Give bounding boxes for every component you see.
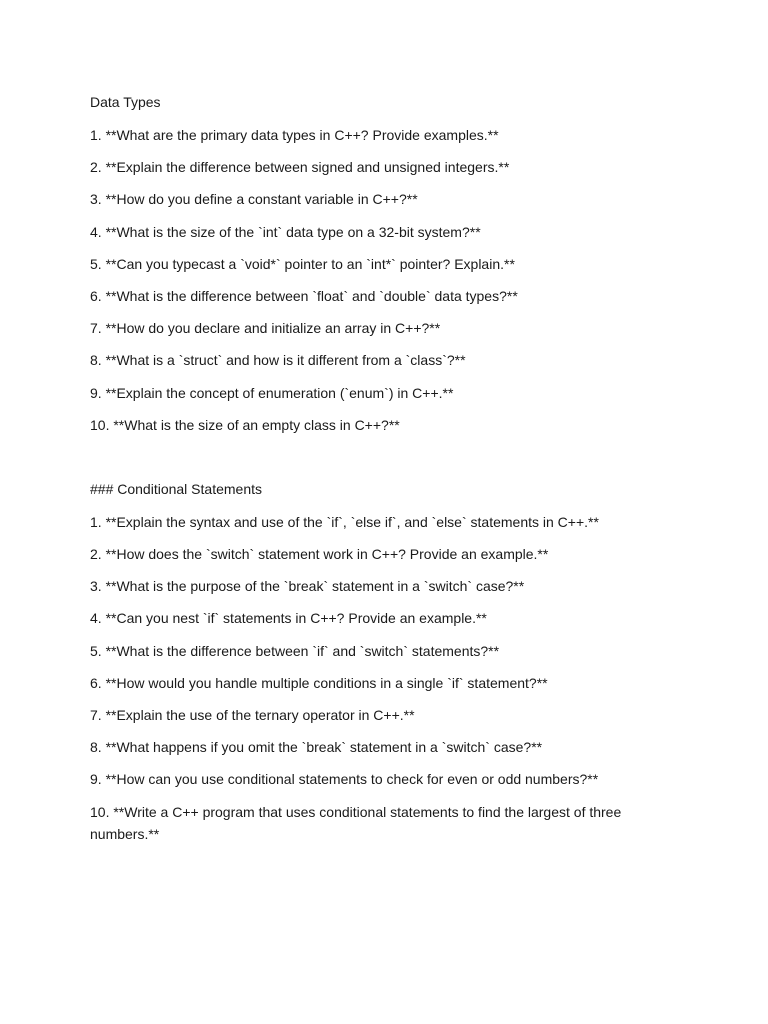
question-item: 10. **Write a C++ program that uses conditional statements to find the largest of three numbers.** [90,803,626,842]
question-item: 4. **Can you nest `if` statements in C++? Provide an example.** [90,610,487,627]
question-item: 6. **What is the difference between `float` and `double` data types?** [90,287,518,304]
section-spacer [90,446,690,479]
question-item: 7. **Explain the use of the ternary operator in C++.** [90,707,415,723]
question-item: 1. **What are the primary data types in C++? Provide examples.** [90,127,499,143]
question-item: 4. **What is the size of the `int` data type on a 32-bit system?** [90,223,481,240]
question-item: 8. **What is a `struct` and how is it different from a `class`?** [90,352,466,369]
question-item: 8. **What happens if you omit the `break` statement in a `switch` case?** [90,739,543,756]
section-data-types [90,92,690,436]
question-item: 3. **What is the purpose of the `break` statement in a `switch` case?** [90,578,525,595]
question-item: 2. **How does the `switch` statement work in C++? Provide an example.** [90,546,549,563]
section-conditional-statements [90,479,690,845]
question-item: 7. **How do you declare and initialize an array in C++?** [90,320,441,337]
question-list [90,511,690,845]
question-item: 5. **What is the difference between `if` and `switch` statements?** [90,642,500,659]
section-heading: Data Types [90,94,161,110]
question-item: 5. **Can you typecast a `void*` pointer to an `int*` pointer? Explain.** [90,255,515,272]
question-item: 1. **Explain the syntax and use of the `if`, `else if`, and `else` statements in C++.** [90,513,599,530]
document-page [90,92,690,855]
question-item: 9. **Explain the concept of enumeration (`enum`) in C++.** [90,384,454,401]
question-item: 6. **How would you handle multiple conditions in a single `if` statement?** [90,674,548,691]
question-item: 2. **Explain the difference between signed and unsigned integers.** [90,159,510,176]
question-item: 3. **How do you define a constant variable in C++?** [90,191,418,208]
question-item: 10. **What is the size of an empty class in C++?** [90,416,400,433]
question-item: 9. **How can you use conditional statements to check for even or odd numbers?** [90,771,599,788]
section-heading: ### Conditional Statements [90,480,262,497]
question-list [90,124,690,436]
